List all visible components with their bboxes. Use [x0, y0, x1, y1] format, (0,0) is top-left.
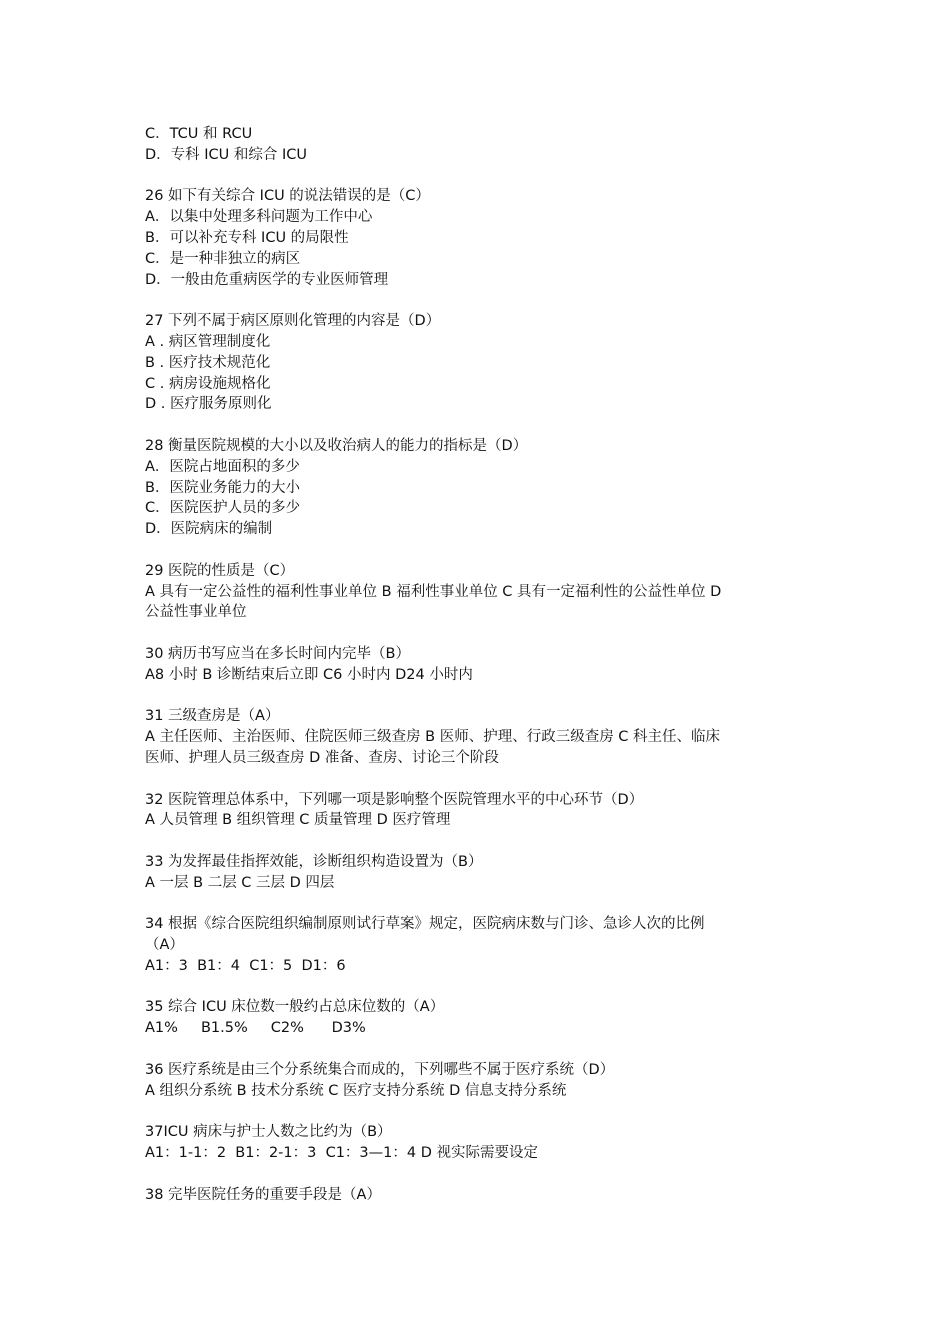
option-line: D．医院病床的编制 [145, 521, 273, 538]
option-line: A 主任医师、主治医师、住院医师三级查房 B 医师、护理、行政三级查房 C 科主任、临床 [145, 729, 721, 746]
blank-line [145, 1039, 805, 1060]
document-page [145, 124, 805, 1205]
option-line: A 人员管理 B 组织管理 C 质量管理 D 医疗管理 [145, 812, 451, 829]
question-stem: 36 医疗系统是由三个分系统集合而成的，下列哪些不属于医疗系统（D） [145, 1061, 615, 1078]
blank-line [145, 831, 805, 852]
blank-line [145, 415, 805, 436]
option-line: 医师、护理人员三级查房 D 准备、查房、讨论三个阶段 [145, 749, 499, 766]
question-stem: 37ICU 病床与护士人数之比约为（B） [145, 1124, 392, 1141]
blank-line [145, 769, 805, 790]
blank-line [145, 166, 805, 187]
option-line: B．医院业务能力的大小 [145, 479, 300, 496]
option-line: C．医院医护人员的多少 [145, 500, 301, 517]
option-line: A 组织分系统 B 技术分系统 C 医疗支持分系统 D 信息支持分系统 [145, 1082, 567, 1099]
blank-line [145, 290, 805, 311]
option-line: A．以集中处理多科问题为工作中心 [145, 209, 373, 226]
question-stem: 31 三级查房是（A） [145, 708, 280, 725]
blank-line [145, 893, 805, 914]
blank-line [145, 1164, 805, 1185]
option-line: B . 医疗技术规范化 [145, 354, 271, 371]
option-line: A . 病区管理制度化 [145, 333, 271, 350]
text-line: D．专科 ICU 和综合 ICU [145, 146, 308, 163]
question-stem: 27 下列不属于病区原则化管理的内容是（D） [145, 313, 441, 330]
question-stem: 28 衡量医院规模的大小以及收治病人的能力的指标是（D） [145, 437, 528, 454]
text-line: C．TCU 和 RCU [145, 126, 253, 142]
option-line: A1：3 B1：4 C1：5 D1：6 [145, 957, 346, 974]
question-stem: （A） [145, 937, 184, 954]
blank-line [145, 1101, 805, 1122]
option-line: A 一层 B 二层 C 三层 D 四层 [145, 874, 335, 891]
option-line: 公益性事业单位 [145, 604, 247, 621]
option-line: D . 医疗服务原则化 [145, 396, 272, 413]
option-line: C．是一种非独立的病区 [145, 250, 301, 267]
option-line: D．一般由危重病医学的专业医师管理 [145, 271, 389, 288]
blank-line [145, 540, 805, 561]
blank-line [145, 686, 805, 707]
blank-line [145, 623, 805, 644]
question-stem: 30 病历书写应当在多长时间内完毕（B） [145, 645, 411, 662]
option-line: A8 小时 B 诊断结束后立即 C6 小时内 D24 小时内 [145, 666, 473, 683]
question-stem: 33 为发挥最佳指挥效能，诊断组织构造设置为（B） [145, 853, 483, 870]
option-line: A1% B1.5% C2% D3% [145, 1020, 366, 1037]
question-stem: 38 完毕医院任务的重要手段是（A） [145, 1186, 381, 1203]
option-line: C . 病房设施规格化 [145, 375, 271, 392]
option-line: A．医院占地面积的多少 [145, 458, 300, 475]
blank-line [145, 977, 805, 998]
question-stem: 32 医院管理总体系中，下列哪一项是影响整个医院管理水平的中心环节（D） [145, 791, 644, 808]
option-line: A 具有一定公益性的福利性事业单位 B 福利性事业单位 C 具有一定福利性的公益性单位 D [145, 583, 722, 600]
question-stem: 26 如下有关综合 ICU 的说法错误的是（C） [145, 188, 430, 205]
question-stem: 34 根据《综合医院组织编制原则试行草案》规定，医院病床数与门诊、急诊人次的比例 [145, 916, 705, 933]
option-line: B．可以补充专科 ICU 的局限性 [145, 229, 349, 246]
question-stem: 35 综合 ICU 床位数一般约占总床位数的（A） [145, 999, 445, 1016]
question-stem: 29 医院的性质是（C） [145, 562, 295, 579]
option-line: A1：1-1：2 B1：2-1：3 C1：3—1：4 D 视实际需要设定 [145, 1145, 538, 1162]
